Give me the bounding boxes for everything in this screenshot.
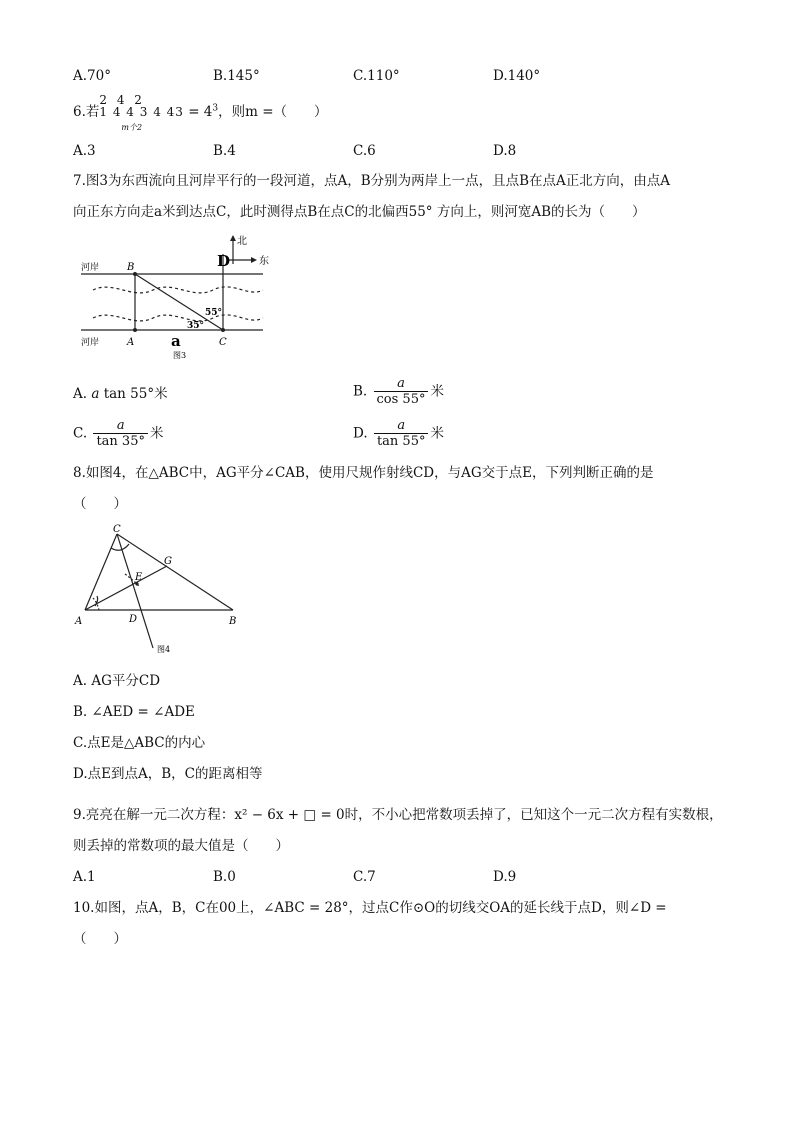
q7-option-d-denominator: tan 55°: [376, 434, 426, 449]
q10-stem-line-1: 10.如图，点A，B，C在00上，∠ABC = 28°，过点C作⊙O的切线交OA的延长线于点D，则∠D =: [73, 900, 667, 916]
q6-expression-bottom: 1 4 4 3 4 43: [99, 105, 184, 119]
q6-option-d: D.8: [493, 143, 517, 159]
q7-option-a-var: a: [91, 386, 100, 402]
q7-option-d: [353, 418, 444, 450]
q9-stem-line-2: 则丢掉的常数项的最大值是（ ）: [73, 838, 289, 854]
q5-option-b: B.145°: [213, 68, 260, 84]
q8-label-b: B: [229, 616, 237, 627]
q9-stem-line-1: 9.亮亮在解一元二次方程：x² − 6x + □ = 0时，不小心把常数项丢掉了，已知这个一元二次方程有实数根，: [73, 807, 723, 823]
q6-suffix: ，则m =（ ）: [218, 104, 328, 120]
q5-option-a: A.70°: [73, 68, 111, 84]
q7-option-c-unit: 米: [149, 425, 164, 442]
q8-label-d: D: [129, 614, 138, 625]
q8-option-c: C.点E是△ABC的内心: [73, 735, 206, 751]
q7-label-bank-bottom: 河岸: [81, 338, 100, 348]
q7-option-b: [353, 376, 444, 408]
q7-stem-line-2: 向正东方向走a米到达点C，此时测得点B在点C的北偏西55° 方向上，则河宽AB的长为（ ）: [73, 204, 646, 220]
q8-option-d: D.点E到点A，B，C的距离相等: [73, 766, 263, 782]
q7-label-d: D: [217, 252, 231, 270]
q8-figure: [73, 520, 248, 660]
q9-option-c: C.7: [353, 869, 376, 885]
q7-option-d-unit: 米: [430, 425, 444, 442]
q7-option-b-numerator: a: [374, 376, 429, 392]
q5-option-c: C.110°: [353, 68, 400, 84]
q7-stem-line-1: 7.图3为东西流向且河岸平行的一段河道，点A，B分别为两岸上一点，且点B在点A正北方向，由点A: [73, 173, 671, 189]
q7-option-c: [73, 418, 163, 450]
q6-stem: [73, 93, 328, 132]
q8-label-c: C: [113, 524, 121, 535]
q7-option-a: [73, 384, 168, 404]
q7-point-a: [133, 328, 137, 332]
q6-exponent: 3: [212, 103, 219, 114]
q8-caption: 图4: [157, 645, 171, 654]
q7-north-arrow-icon: [230, 235, 236, 241]
q8-option-b: B. ∠AED = ∠ADE: [73, 704, 195, 720]
q8-stem-line-1: 8.如图4，在△ABC中，AG平分∠CAB，使用尺规作射线CD，与AG交于点E，下列判断正确的是: [73, 465, 654, 481]
q7-label-side-a: a: [171, 332, 181, 350]
q8-label-e: E: [135, 572, 143, 583]
q7-angle-35: 35°: [187, 321, 205, 331]
q7-figure: [73, 232, 293, 362]
q7-option-d-prefix: D.: [353, 425, 368, 442]
q7-caption: 图3: [173, 351, 187, 360]
q7-label-c: C: [219, 337, 227, 348]
q6-option-b: B.4: [213, 143, 236, 159]
q7-label-north: 北: [237, 236, 247, 247]
q7-option-c-numerator: a: [93, 418, 148, 434]
q7-label-b: B: [127, 262, 135, 273]
q5-option-d: D.140°: [493, 68, 541, 84]
q10-stem-line-2: （ ）: [73, 931, 127, 947]
q7-wave-1: [93, 287, 263, 293]
q8-arc-at-a: [95, 596, 98, 606]
q7-option-b-denominator: cos 55°: [376, 392, 426, 407]
q7-label-bank-top: 河岸: [81, 263, 100, 273]
q7-option-d-numerator: a: [374, 418, 429, 434]
q8-side-ac: [85, 534, 117, 610]
q8-ray-cd: [117, 534, 153, 648]
q7-label-a: A: [127, 337, 135, 348]
q6-prefix: 6.若: [73, 104, 100, 120]
q6-equals: = 4: [188, 104, 213, 120]
q8-option-a: A. AG平分CD: [73, 673, 161, 689]
q9-option-d: D.9: [493, 869, 517, 885]
q7-option-b-prefix: B.: [353, 383, 368, 400]
q7-option-b-fraction: [374, 376, 429, 408]
q7-point-c: [221, 328, 225, 332]
q7-option-c-fraction: [93, 418, 148, 450]
q8-bisector-ag: [85, 566, 167, 610]
q8-label-g: G: [164, 556, 172, 567]
q8-stem-line-2: （ ）: [73, 496, 127, 512]
q7-option-c-prefix: C.: [73, 425, 88, 442]
q7-label-east: 东: [259, 256, 269, 267]
q6-option-c: C.6: [353, 143, 376, 159]
q9-option-a: A.1: [73, 869, 96, 885]
q6-underbrace-label: m个2: [121, 123, 143, 132]
q9-option-b: B.0: [213, 869, 236, 885]
q7-angle-55: 55°: [205, 308, 223, 318]
q6-option-a: A.3: [73, 143, 96, 159]
q7-option-b-unit: 米: [430, 383, 444, 400]
q6-expression-top: 2 4 2: [99, 93, 145, 107]
q7-wave-2: [93, 315, 263, 321]
q7-option-a-rest: tan 55°米: [103, 386, 168, 402]
q7-east-arrow-icon: [251, 257, 257, 263]
q7-segment-bc: [135, 274, 223, 330]
q8-label-a: A: [75, 616, 83, 627]
q7-option-d-fraction: [374, 418, 429, 450]
q6-expression: [99, 93, 184, 132]
q7-option-c-denominator: tan 35°: [96, 434, 145, 449]
q7-option-a-prefix: A.: [73, 386, 88, 402]
